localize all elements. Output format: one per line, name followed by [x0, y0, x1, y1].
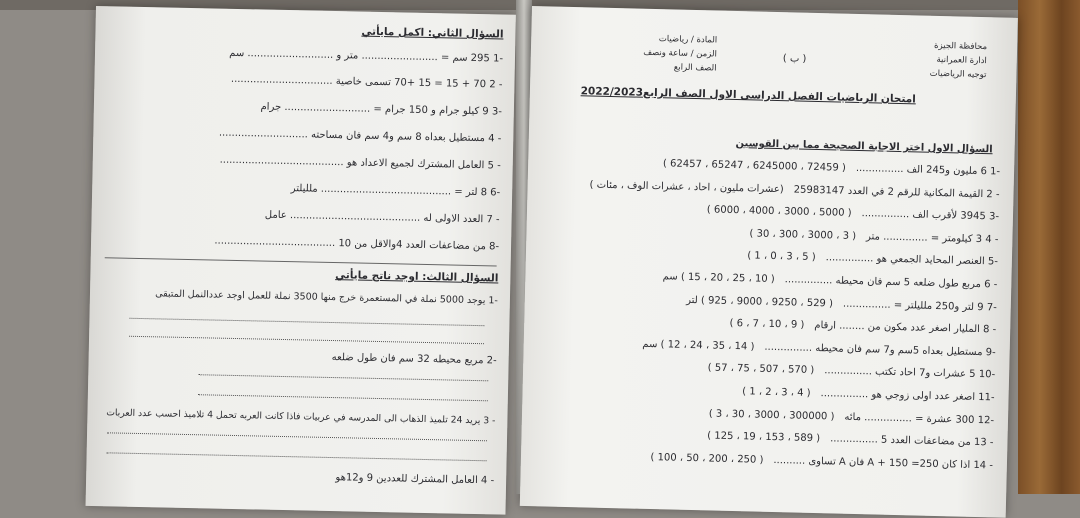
- answer-choices: ( 589 ، 153 ، 19 ، 125 ): [707, 430, 821, 445]
- q1-title: السؤال الاول اختر الاجابة الصحيحة مما بين القوسين: [735, 138, 993, 156]
- question-number: -7: [986, 301, 997, 314]
- exam-page-left: [86, 6, 516, 515]
- answer-line: [129, 317, 484, 326]
- q3-item-2: -2 مربع محيطه 32 سم فان طول ضلعه: [331, 352, 497, 367]
- answer-choices: ( 9 ، 10 ، 7 ، 6 ): [729, 318, 805, 331]
- q1-item-9: [642, 338, 996, 360]
- question-number: -5: [987, 256, 999, 268]
- q1-item-4: [749, 227, 998, 246]
- q2-item-4: - 4 مستطيل بعداه 8 سم و4 سم فان مساحته ............................: [218, 127, 502, 145]
- q2-item-8: -8 من مضاعفات العدد 4والاقل من 10 ......................................: [214, 235, 500, 253]
- question-text: المليار اصغر عدد مكون من ........ ارقام: [814, 320, 980, 336]
- question-number: -9: [985, 346, 996, 359]
- q1-item-7: [686, 293, 997, 314]
- question-number: - 13: [973, 437, 994, 449]
- question-number: - 8: [982, 324, 997, 336]
- question-text: 9 لتر و250 ملليلتر = ...............: [842, 298, 984, 313]
- q2-item-1: -1 295 سم = ........................ متر و ........................... سم: [229, 47, 504, 65]
- section-divider: [105, 256, 497, 266]
- q1-item-8: [729, 317, 996, 337]
- question-number: -10: [978, 369, 996, 381]
- answer-choices: ( 3 ، 3000 ، 300 ، 30 ): [749, 228, 857, 242]
- answer-line: [198, 393, 488, 401]
- question-text: 5 عشرات و7 احاد تكتب ...............: [824, 365, 976, 381]
- answer-choices: ( 72459 ، 6245000 ، 65247 ، 62457 ): [662, 158, 847, 174]
- exam-model-label: ( ب ): [782, 53, 807, 65]
- answer-choices: ( 14 ، 35 ، 24 ، 12 ) سم: [642, 338, 755, 353]
- question-number: -11: [978, 392, 995, 404]
- question-text: 3 كيلومتر = .............. متر: [865, 231, 983, 245]
- question-number: - 6: [984, 279, 998, 291]
- q1-item-3: [707, 204, 999, 224]
- q2-item-3: -3 9 كيلو جرام و 150 جرام = ........................... جرام: [260, 101, 502, 118]
- answer-line: [107, 451, 487, 461]
- question-number: - 14: [973, 459, 994, 472]
- question-text: اصغر عدد اولى زوجي هو ...............: [820, 388, 976, 403]
- header-governorate: محافظة الجيزة: [933, 40, 988, 53]
- q1-item-12: [709, 407, 995, 427]
- q1-item-5: [747, 250, 998, 269]
- question-text: اذا كان 250= 150 + A فان A تساوى ..........: [773, 454, 971, 471]
- question-text: 3945 لأقرب الف ...............: [861, 208, 986, 223]
- answer-choices: ( 529 ، 9250 ، 9000 ، 925 ) لتر: [686, 294, 834, 310]
- exam-page-right: [520, 6, 1018, 518]
- answer-choices: ( 4 ، 3 ، 2 ، 1 ): [742, 386, 811, 399]
- q1-item-1: [663, 157, 1000, 178]
- q1-item-10: [708, 362, 996, 382]
- q1-item-11: [742, 385, 995, 404]
- q3-item-3: - 3 يريد 24 تلميذ الذهاب الى المدرسه في عربيات فاذا كانت العربه تحمل 4 تلاميذ احسب عدد العربات: [106, 407, 496, 427]
- question-text: 300 عشرة = ............... مائه: [844, 411, 975, 426]
- q3-item-4: - 4 العامل المشترك للعددين 9 و12هو: [335, 472, 495, 487]
- question-text: 6 مليون و245 الف ...............: [855, 162, 988, 178]
- answer-line: [129, 335, 484, 344]
- header-administration: ادارة العمرانية: [936, 54, 987, 67]
- question-number: - 2: [986, 188, 1000, 201]
- q2-item-5: - 5 العامل المشترك لجميع الاعداد هو .......................................: [219, 154, 501, 172]
- question-text: العنصر المحايد الجمعي هو ...............: [825, 252, 985, 268]
- header-department: توجيه الرياضيات: [929, 68, 987, 81]
- question-text: مربع طول ضلعه 5 سم فان محيطه ...............: [784, 274, 982, 291]
- wooden-table-edge: [1018, 0, 1080, 494]
- answer-choices: ( 250 ، 200 ، 50 ، 100 ): [650, 451, 764, 466]
- answer-line: [198, 373, 488, 381]
- header-subject: المادة / رياضيات: [658, 34, 718, 46]
- answer-choices: ( 10 ، 25 ، 20 ، 15 ) سم: [662, 271, 775, 286]
- question-text: القيمة المكانية للرقم 2 في العدد 25983147: [793, 184, 984, 200]
- q3-item-1: -1 يوجد 5000 نملة في المستعمرة خرج منها 3500 نملة للعمل اوجد عددالنمل المتبقى: [155, 288, 499, 307]
- question-number: - 4: [985, 233, 999, 246]
- q1-item-13: [707, 430, 994, 450]
- q1-item-6: [663, 270, 998, 291]
- q1-item-14: [650, 451, 993, 472]
- answer-choices: (عشرات مليون ، احاد ، عشرات الوف ، مئات ): [589, 179, 784, 195]
- header-grade: الصف الرابع: [673, 62, 717, 74]
- answer-choices: ( 570 ، 507 ، 75 ، 57 ): [707, 362, 815, 377]
- exam-title: امتحان الرياضيات الفصل الدراسى الاول الصف الرابع2022/2023: [580, 85, 916, 106]
- q2-item-2: - 2 70 + 15 = 15 +70 تسمى خاصية ................................: [230, 73, 503, 91]
- question-number: -3: [988, 211, 1000, 223]
- q1-item-2: [589, 178, 999, 201]
- answer-choices: ( 300000 ، 3000 ، 30 ، 3 ): [708, 408, 835, 423]
- q3-title: السؤال الثالث: اوجد ناتج مايأتي: [335, 269, 499, 285]
- q2-title: السؤال الثاني: اكمل مايأتي: [361, 25, 504, 41]
- question-number: -12: [977, 414, 995, 427]
- question-number: -1: [989, 166, 1001, 178]
- answer-choices: ( 5 ، 3 ، 0 ، 1 ): [747, 250, 816, 264]
- question-text: مستطيل بعداه 5سم و7 سم فان محيطه ...............: [764, 341, 983, 358]
- q2-item-6: -6 8 لتر = ......................................... ملليلتر: [290, 183, 501, 199]
- header-duration: الزمن / ساعة ونصف: [643, 47, 717, 60]
- question-text: من مضاعفات العدد 5 ...............: [829, 433, 971, 449]
- answer-line: [107, 431, 487, 441]
- answer-choices: ( 5000 ، 3000 ، 4000 ، 6000 ): [706, 204, 852, 220]
- q2-item-7: - 7 العدد الاولى له ......................................... عامل: [264, 209, 500, 226]
